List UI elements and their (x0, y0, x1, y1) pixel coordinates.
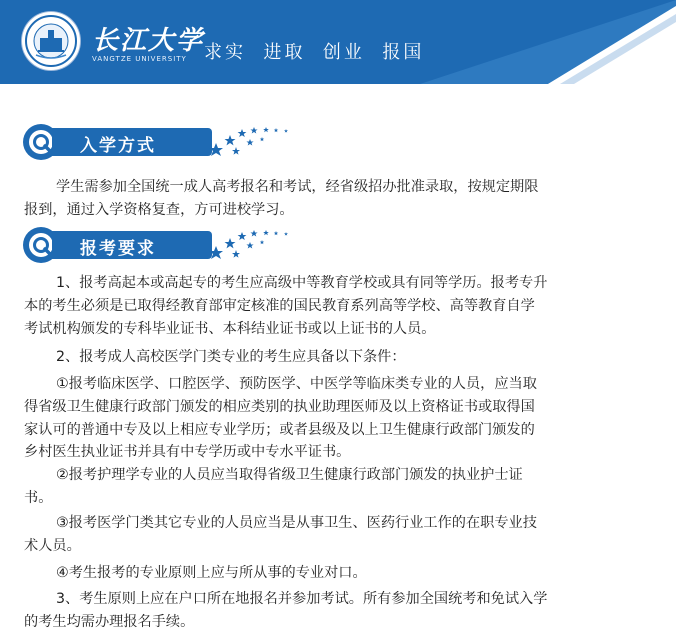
stars-decoration-icon (206, 226, 296, 264)
text-line: ④考生报考的专业原则上应与所从事的专业对口。 (56, 565, 367, 581)
requirement-paragraph (24, 464, 654, 510)
text-line: 得省级卫生健康行政部门颁发的相应类别的执业助理医师及以上资格证书或取得国 (24, 398, 535, 415)
requirement-paragraph (24, 373, 654, 464)
text-line: 3、考生原则上应在户口所在地报名并参加考试。所有参加全国统考和免试入学 (56, 591, 548, 607)
text-line: ②报考护理学专业的人员应当取得省级卫生健康行政部门颁发的执业护士证 (56, 467, 523, 483)
text-line: ③报考医学门类其它专业的人员应当是从事卫生、医药行业工作的在职专业技 (56, 515, 537, 531)
section-header-requirements (22, 226, 292, 264)
requirement-paragraph (24, 588, 654, 634)
text-line: 考试机构颁发的专科毕业证书、本科结业证书或以上证书的人员。 (24, 320, 436, 337)
university-english-name: VANGTZE UNIVERSITY (92, 55, 187, 63)
text-line: 2、报考成人高校医学门类专业的考生应具备以下条件： (56, 349, 406, 365)
text-line: ①报考临床医学、口腔医学、预防医学、中医学等临床类专业的人员，应当取 (56, 376, 537, 392)
requirement-paragraph (24, 512, 654, 558)
requirement-paragraph (24, 562, 654, 585)
section-header-admission (22, 123, 292, 161)
text-line: 的考生均需办理报名手续。 (24, 613, 195, 630)
text-line: 家认可的普通中专及以上相应专业学历；或者县级及以上卫生健康行政部门颁发的 (24, 421, 535, 438)
stars-decoration-icon (206, 123, 296, 161)
requirement-paragraph (24, 272, 654, 340)
admission-paragraph (24, 176, 654, 222)
section-title: 报考要求 (80, 239, 156, 259)
section-title: 入学方式 (80, 136, 156, 156)
header-banner (0, 0, 676, 84)
text-line: 书。 (24, 489, 53, 506)
text-line: 乡村医生执业证书并具有中专学历或中专水平证书。 (24, 444, 351, 461)
text-line: 术人员。 (24, 537, 81, 554)
text-line: 1、报考高起本或高起专的考生应高级中等教育学校或具有同等学历。报考专升 (56, 275, 548, 291)
university-motto: 求实 进取 创业 报国 (204, 42, 425, 63)
text-line: 本的考生必须是已取得经教育部审定核准的国民教育系列高等学校、高等教育自学 (24, 297, 535, 314)
requirement-paragraph (24, 346, 654, 369)
text-line: 学生需参加全国统一成人高考报名和考试，经省级招办批准录取，按规定期限 (56, 179, 539, 195)
university-logo (22, 12, 80, 70)
text-line: 报到，通过入学资格复查，方可进校学习。 (24, 201, 294, 218)
university-name: 长江大学 (92, 26, 205, 56)
